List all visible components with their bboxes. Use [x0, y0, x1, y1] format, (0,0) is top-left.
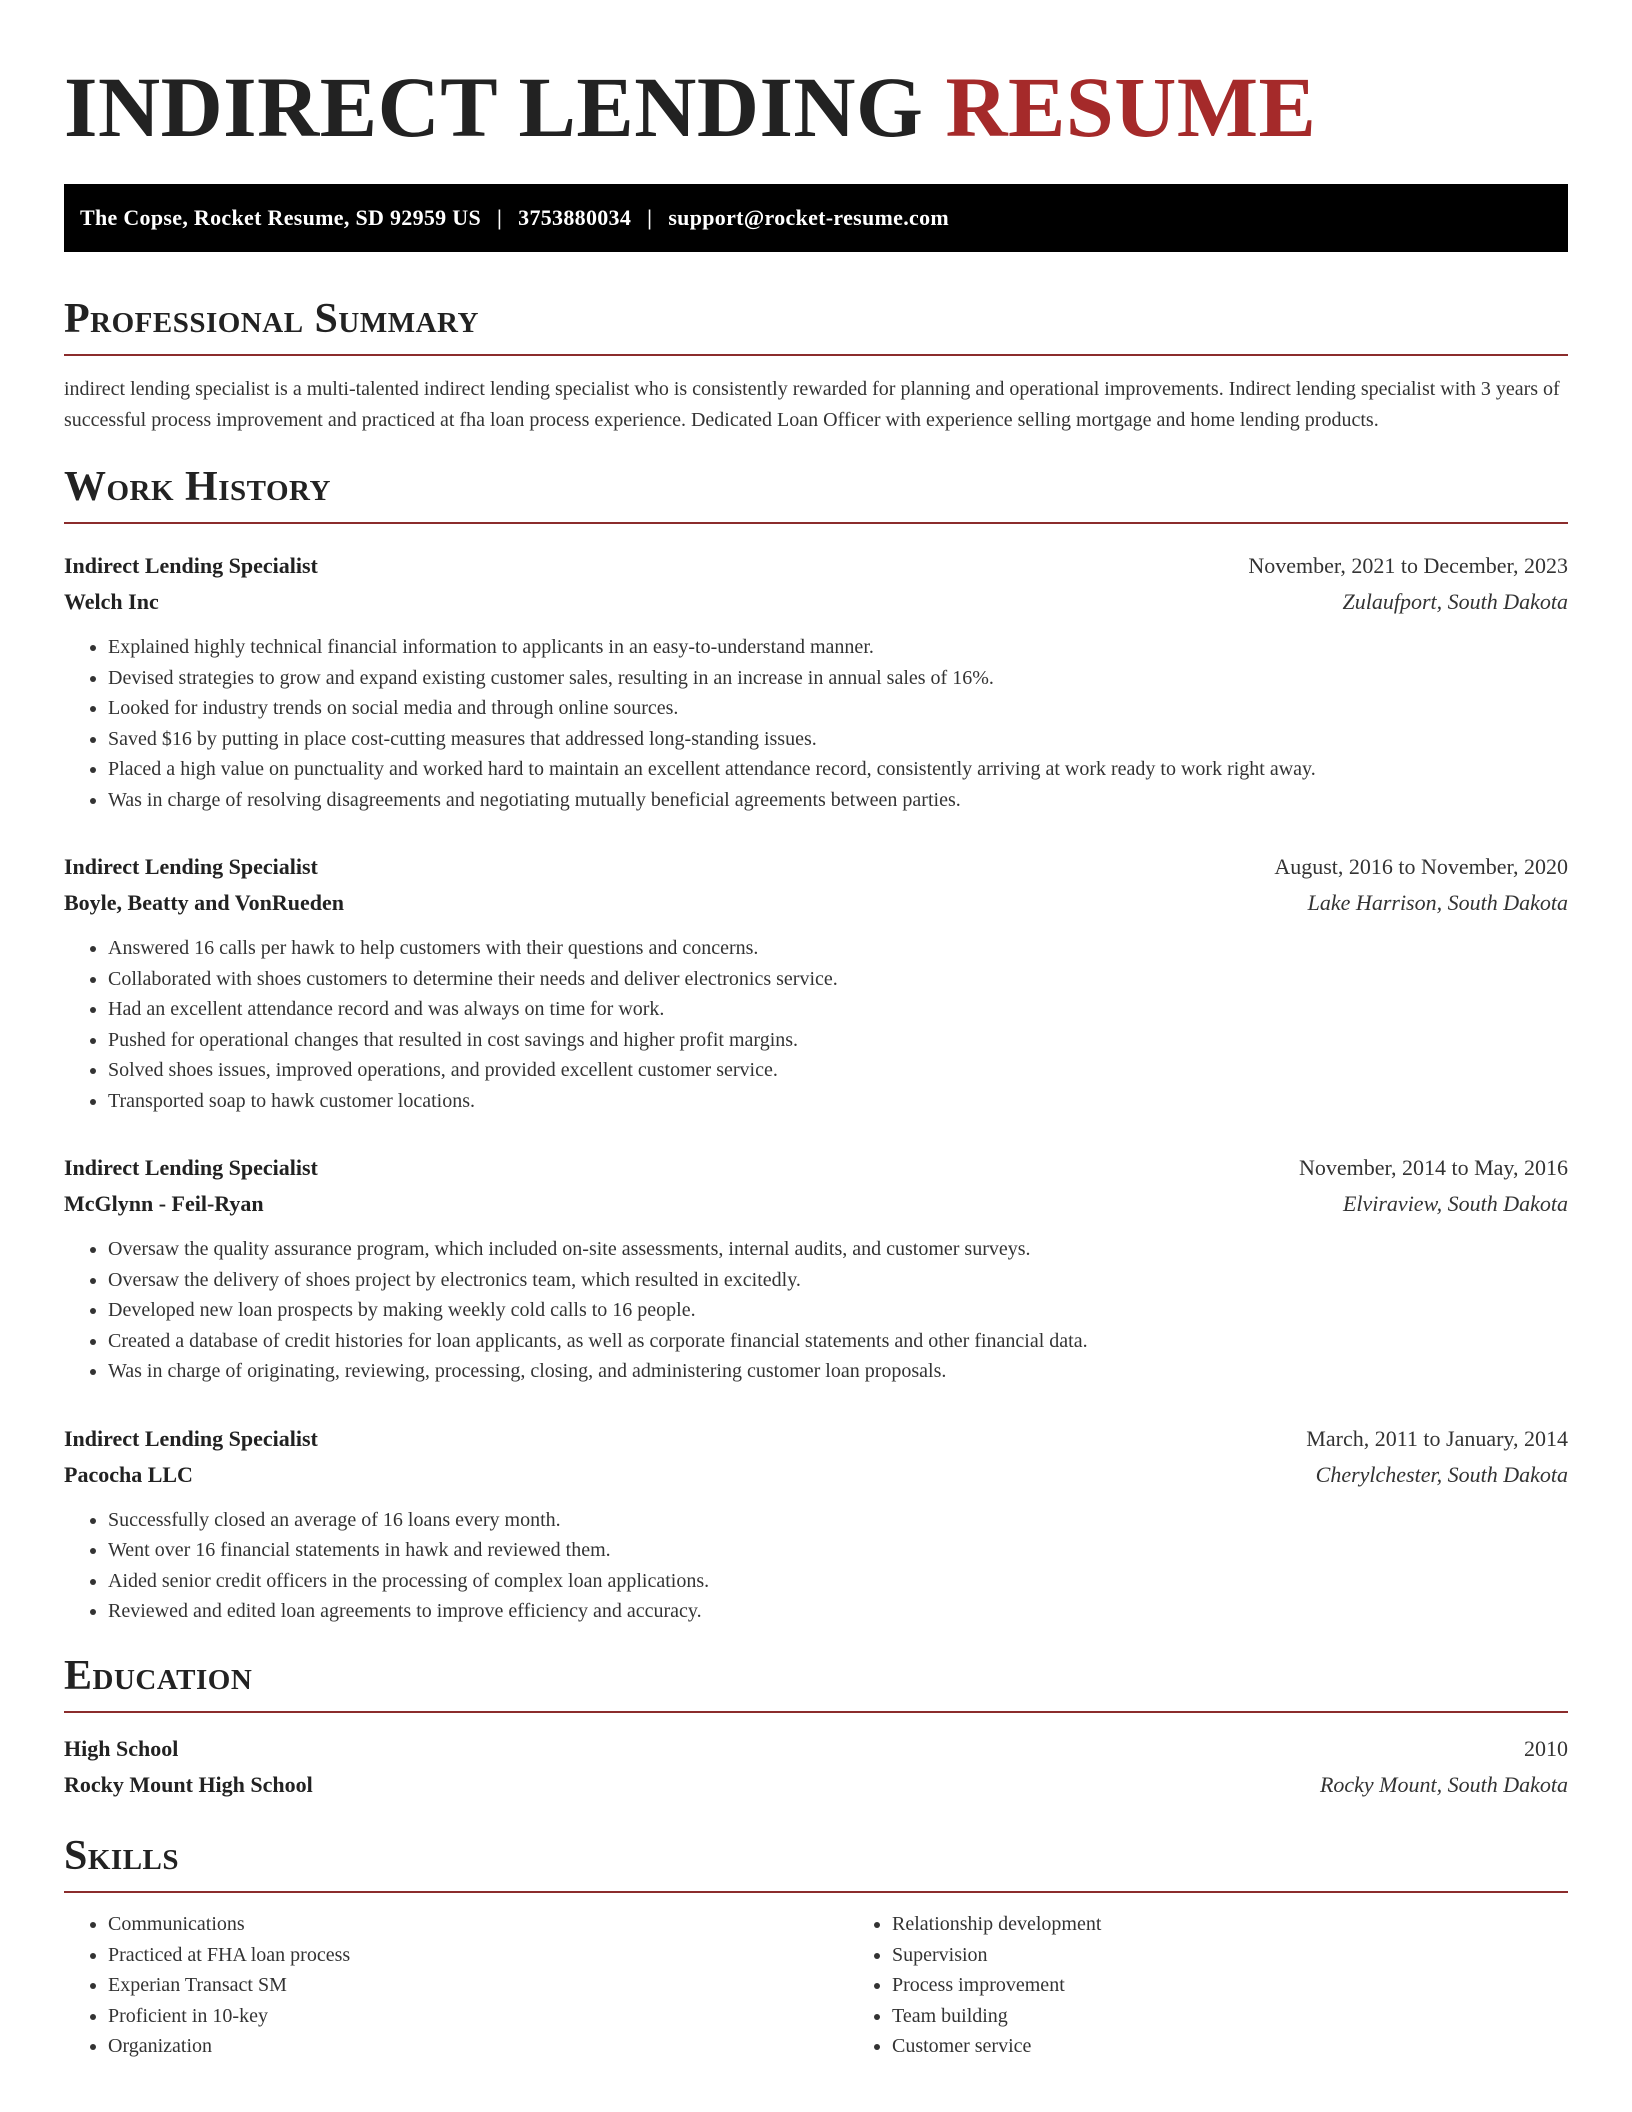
job-bullets: [64, 1505, 1568, 1627]
education-location: Rocky Mount, South Dakota: [1319, 1772, 1568, 1798]
job-company-row: [64, 1186, 1568, 1222]
job-bullet: • Created a database of credit histories for loan applicants, as well as corporate financial statements and other financial data.: [108, 1326, 1568, 1357]
job-bullet: • Devised strategies to grow and expand existing customer sales, resulting in an increase in annual sales of 16%.: [108, 663, 1568, 694]
job-bullets: [64, 933, 1568, 1116]
work-history-section: [64, 464, 1568, 1627]
job-location: Cherylchester, South Dakota: [1315, 1461, 1568, 1487]
education-degree-row: [64, 1731, 1568, 1767]
job-dates: November, 2021 to December, 2023: [1248, 553, 1568, 579]
job-company: Pacocha LLC: [64, 1461, 193, 1487]
job-entry: [64, 1421, 1568, 1627]
job-bullet: • Oversaw the delivery of shoes project by electronics team, which resulted in excitedly.: [108, 1265, 1568, 1296]
job-bullet: • Was in charge of resolving disagreements and negotiating mutually beneficial agreements between parties.: [108, 785, 1568, 816]
section-divider: [64, 1711, 1568, 1713]
skill-item: • Customer service: [892, 2031, 1568, 2062]
job-bullet: • Placed a high value on punctuality and worked hard to maintain an excellent attendance record, consistently arriving at work ready to work right away.: [108, 754, 1568, 785]
job-company-row: [64, 584, 1568, 620]
section-heading-work: Work History: [64, 464, 331, 511]
resume-title: [64, 52, 1568, 155]
job-bullet: • Had an excellent attendance record and was always on time for work.: [108, 994, 1568, 1025]
section-heading-education: Education: [64, 1652, 253, 1699]
job-bullet: • Was in charge of originating, reviewing, processing, closing, and administering customer loan proposals.: [108, 1356, 1568, 1387]
job-title: Indirect Lending Specialist: [64, 1155, 318, 1181]
section-divider: [64, 354, 1568, 356]
skills-grid: [64, 1909, 1568, 2062]
job-header-row: [64, 548, 1568, 584]
skills-list-left: [64, 1909, 848, 2062]
job-title: Indirect Lending Specialist: [64, 553, 318, 579]
professional-summary-section: [64, 296, 1568, 436]
section-heading-summary: Professional Summary: [64, 296, 479, 342]
job-location: Elviraview, South Dakota: [1342, 1191, 1568, 1217]
skills-list-right: [848, 1909, 1568, 2062]
job-location: Lake Harrison, South Dakota: [1307, 890, 1568, 916]
job-entry: [64, 548, 1568, 815]
job-company-row: [64, 885, 1568, 921]
job-bullet: • Answered 16 calls per hawk to help customers with their questions and concerns.: [108, 933, 1568, 964]
job-bullet: • Solved shoes issues, improved operations, and provided excellent customer service.: [108, 1055, 1568, 1086]
job-bullets: [64, 1234, 1568, 1387]
job-bullet: • Oversaw the quality assurance program, which included on-site assessments, internal audits, and customer surveys.: [108, 1234, 1568, 1265]
title-accent: RESUME: [945, 59, 1317, 155]
contact-separator: |: [497, 205, 503, 230]
title-main: INDIRECT LENDING: [64, 59, 924, 155]
job-bullet: • Collaborated with shoes customers to determine their needs and deliver electronics service.: [108, 964, 1568, 995]
job-company: Boyle, Beatty and VonRueden: [64, 890, 344, 916]
job-company-row: [64, 1457, 1568, 1493]
contact-separator: |: [647, 205, 653, 230]
skill-item: • Communications: [108, 1909, 848, 1940]
education-section: [64, 1653, 1568, 1803]
job-bullet: • Transported soap to hawk customer locations.: [108, 1086, 1568, 1117]
education-school-row: [64, 1767, 1568, 1803]
section-divider: [64, 522, 1568, 524]
education-year: 2010: [1524, 1736, 1568, 1762]
job-dates: August, 2016 to November, 2020: [1274, 854, 1568, 880]
contact-phone: 3753880034: [518, 205, 632, 230]
section-heading-skills: Skills: [64, 1833, 180, 1880]
job-bullet: • Explained highly technical financial information to applicants in an easy-to-understand manner.: [108, 632, 1568, 663]
skill-item: • Supervision: [892, 1940, 1568, 1971]
job-bullet: • Went over 16 financial statements in hawk and reviewed them.: [108, 1535, 1568, 1566]
job-bullet: • Pushed for operational changes that resulted in cost savings and higher profit margins.: [108, 1025, 1568, 1056]
job-company: Welch Inc: [64, 589, 159, 615]
job-dates: March, 2011 to January, 2014: [1306, 1425, 1568, 1451]
skill-item: • Practiced at FHA loan process: [108, 1940, 848, 1971]
skill-item: • Process improvement: [892, 1970, 1568, 2001]
skill-item: • Experian Transact SM: [108, 1970, 848, 2001]
job-location: Zulaufport, South Dakota: [1342, 589, 1568, 615]
job-bullet: • Looked for industry trends on social media and through online sources.: [108, 693, 1568, 724]
education-school: Rocky Mount High School: [64, 1772, 313, 1798]
job-bullet: • Saved $16 by putting in place cost-cutting measures that addressed long-standing issues.: [108, 724, 1568, 755]
education-entry: [64, 1731, 1568, 1803]
job-bullet: • Reviewed and edited loan agreements to improve efficiency and accuracy.: [108, 1596, 1568, 1627]
job-bullet: • Developed new loan prospects by making weekly cold calls to 16 people.: [108, 1295, 1568, 1326]
skill-item: • Team building: [892, 2001, 1568, 2032]
job-title: Indirect Lending Specialist: [64, 1425, 318, 1451]
job-header-row: [64, 849, 1568, 885]
skill-item: • Organization: [108, 2031, 848, 2062]
job-bullet: • Aided senior credit officers in the processing of complex loan applications.: [108, 1566, 1568, 1597]
job-entry: [64, 1150, 1568, 1387]
summary-text: indirect lending specialist is a multi-talented indirect lending specialist who is consistently rewarded for planning and operational improvements. Indirect lending specialist with 3 years of successful process improvement and practiced at fha loan process experience. Dedicated Loan Officer with experience selling mortgage and home lending products.: [64, 378, 1560, 432]
section-divider: [64, 1891, 1568, 1893]
job-company: McGlynn - Feil-Ryan: [64, 1191, 264, 1217]
contact-bar: [64, 184, 1568, 252]
job-header-row: [64, 1421, 1568, 1457]
job-header-row: [64, 1150, 1568, 1186]
contact-address: The Copse, Rocket Resume, SD 92959 US: [80, 205, 481, 230]
skills-section: [64, 1833, 1568, 2062]
contact-email: support@rocket-resume.com: [668, 205, 950, 230]
skill-item: • Relationship development: [892, 1909, 1568, 1940]
job-bullet: • Successfully closed an average of 16 loans every month.: [108, 1505, 1568, 1536]
skill-item: • Proficient in 10-key: [108, 2001, 848, 2032]
job-bullets: [64, 632, 1568, 815]
education-degree: High School: [64, 1736, 179, 1762]
job-entry: [64, 849, 1568, 1116]
job-title: Indirect Lending Specialist: [64, 854, 318, 880]
job-dates: November, 2014 to May, 2016: [1299, 1155, 1568, 1181]
